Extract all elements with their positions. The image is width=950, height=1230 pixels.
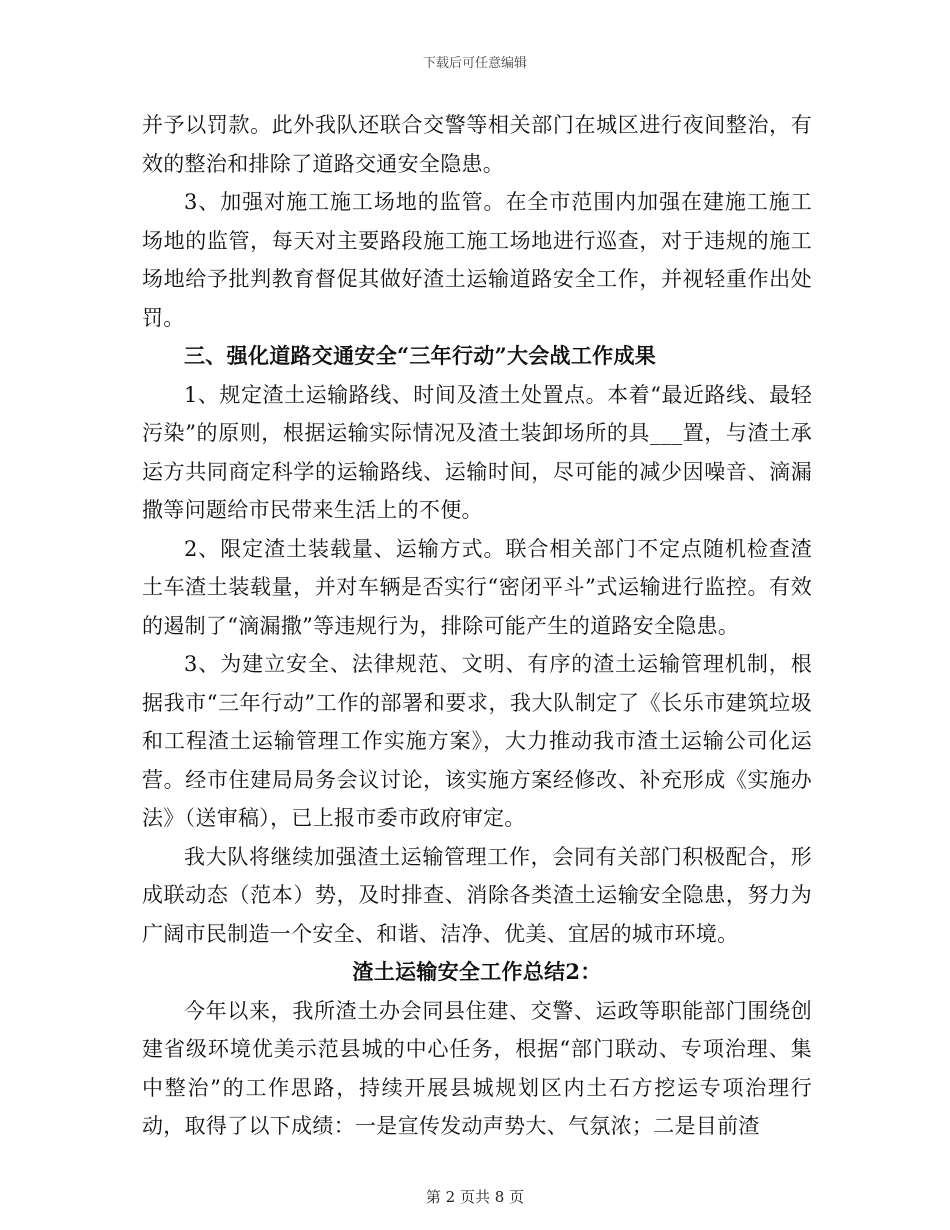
page-footer: 第 2 页共 8 页	[425, 1188, 525, 1206]
paragraph-continued: 并予以罚款。此外我队还联合交警等相关部门在城区进行夜间整治，有效的整治和排除了道路交通安全隐患。	[142, 113, 812, 176]
paragraph-item-3-mechanism: 3、为建立安全、法律规范、文明、有序的渣土运输管理机制，根据我市“三年行动”工作的部署和要求，我大队制定了《长乐市建筑垃圾和工程渣土运输管理工作实施方案》，大力推动我市渣土运输公司化运营。经市住建局局务会议讨论，该实施方案经修改、补充形成《实施办法》（送审稿），已上报市委市政府审定。	[142, 652, 812, 830]
section-heading-3: 三、强化道路交通安全“三年行动”大会战工作成果	[184, 343, 657, 368]
paragraph-item-1-route: 1、规定渣土运输路线、时间及渣土处置点。本着“最近路线、最轻污染”的原则，根据运输实际情况及渣土装卸场所的具___置，与渣土承运方共同商定科学的运输路线、运输时间，尽可能的减少因噪音、滴漏撒等问题给市民带来生活上的不便。	[142, 382, 812, 522]
page-header: 下载后可任意编辑	[422, 56, 527, 71]
paragraph-summary-2-intro: 今年以来，我所渣土办会同县住建、交警、运政等职能部门围绕创建省级环境优美示范县城的中心任务，根据“部门联动、专项治理、集中整治”的工作思路，持续开展县城规划区内土石方挖运专项治理行动，取得了以下成绩：一是宣传发动声势大、气氛浓；二是目前渣	[142, 998, 812, 1138]
paragraph-item-3-construction-site: 3、加强对施工施工场地的监管。在全市范围内加强在建施工施工场地的监管，每天对主要路段施工施工场地进行巡查，对于违规的施工场地给予批判教育督促其做好渣土运输道路安全工作，并视轻重作出处罚。	[142, 190, 812, 330]
summary-2-title: 渣土运输安全工作总结2：	[352, 959, 602, 984]
paragraph-item-2-load: 2、限定渣土装载量、运输方式。联合相关部门不定点随机检查渣土车渣土装载量，并对车辆是否实行“密闭平斗”式运输进行监控。有效的遏制了“滴漏撒”等违规行为，排除可能产生的道路安全隐患。	[142, 536, 812, 638]
document-body	[142, 106, 812, 1146]
paragraph-conclusion: 我大队将继续加强渣土运输管理工作，会同有关部门积极配合，形成联动态（范本）势，及时排查、消除各类渣土运输安全隐患，努力为广阔市民制造一个安全、和谐、洁净、优美、宜居的城市环境。	[142, 844, 812, 946]
